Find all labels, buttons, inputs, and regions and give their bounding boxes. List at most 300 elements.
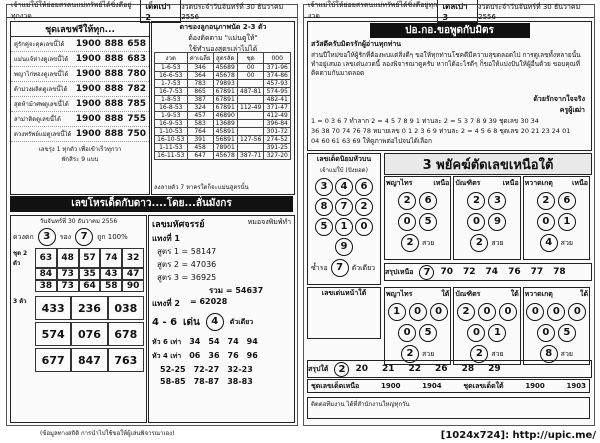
south-digit-circle: 1 bbox=[488, 324, 506, 342]
free-numbers-title: ชุดเลขฟรีให้ทุก... bbox=[11, 22, 149, 37]
top-circles bbox=[308, 175, 380, 259]
formula-cell: 647 bbox=[187, 152, 213, 160]
formula-cell: 487-81 bbox=[237, 88, 264, 96]
north-digit-circle: 1 bbox=[558, 213, 576, 231]
north-summary bbox=[384, 263, 592, 281]
north-number: 74 bbox=[485, 267, 499, 277]
horo-grid-row bbox=[13, 248, 144, 268]
north-column bbox=[523, 176, 590, 260]
lotto-label-1: ชุดเลขเด็ดเหนือ bbox=[311, 381, 360, 390]
pair-rows bbox=[149, 337, 294, 386]
digit-circle: 3 bbox=[315, 178, 333, 196]
horo-grid-cell: 32 bbox=[122, 248, 144, 268]
miracle-by: หมอจงพิมพ์ทำ bbox=[247, 218, 291, 226]
north-column bbox=[384, 176, 451, 260]
pair-value: หัว 4 เท่า bbox=[152, 352, 182, 360]
free-number-row bbox=[11, 67, 149, 82]
pair-value: 96 bbox=[246, 351, 258, 360]
free-number-label: พญาไก่ทองดูเลขนี้ได้ bbox=[14, 71, 69, 78]
top-circles-sub: เจ้าแม่ใบ้ (ปังยอด) bbox=[320, 167, 368, 174]
formula-cell: 371-47 bbox=[264, 104, 291, 112]
horo-three-cell: 574 bbox=[35, 322, 71, 346]
digit-circle: 5 bbox=[315, 218, 333, 236]
right-page bbox=[303, 1, 595, 426]
formula-cell: 56891 bbox=[213, 136, 237, 144]
north-single-circle: 4 bbox=[540, 234, 558, 252]
formula-row bbox=[155, 80, 291, 88]
miracle-formula: สูตร 2 = 47036 bbox=[157, 260, 217, 269]
south-column-name: หวาดเกตุ bbox=[524, 290, 553, 298]
south-summary-numbers bbox=[355, 364, 500, 374]
south-summary-label: สรุปใต้ bbox=[308, 364, 329, 373]
pair-value: 72-27 bbox=[193, 365, 220, 374]
formula-cell: 583 bbox=[187, 120, 213, 128]
formula-cell: 67891 bbox=[213, 96, 237, 104]
formula-table-box bbox=[151, 21, 295, 195]
horo-grid-cell: 63 bbox=[35, 248, 57, 268]
south-number: 26 bbox=[435, 364, 448, 374]
formula-cell: 364 bbox=[187, 72, 213, 80]
digit-circle: 0 bbox=[355, 218, 373, 236]
formula-header: งวด bbox=[155, 53, 188, 64]
formula-cell: 45678 bbox=[213, 72, 237, 80]
south-digit-circle: 0 bbox=[398, 324, 416, 342]
free-number-label: คู่รักคู่จะดุคเลขนี้ได้ bbox=[14, 41, 65, 48]
editor-title: ปอ.กอ.ขอพูดกับมิตร bbox=[370, 23, 530, 38]
horo-three-cell: 076 bbox=[71, 322, 107, 346]
formula-cell: 67891 bbox=[213, 104, 237, 112]
pair-value: 76 bbox=[227, 351, 239, 360]
formula-row bbox=[155, 144, 291, 152]
formula-cell: 346 bbox=[187, 64, 213, 72]
north-summary-label: สรุปเหนือ bbox=[385, 267, 414, 276]
horo-grid-row bbox=[13, 268, 144, 280]
formula-label-1: แทงที่ 1 bbox=[152, 234, 180, 243]
south-number: 21 bbox=[381, 364, 395, 374]
horo-circle-2-label: ถูก 100% bbox=[97, 232, 128, 241]
formula-table bbox=[154, 52, 291, 160]
formula-cell: 865 bbox=[187, 88, 213, 96]
horo-grid-cell: 74 bbox=[100, 248, 122, 268]
north-number: 76 bbox=[508, 267, 521, 277]
south-column-name: บัณฑิตร bbox=[455, 290, 481, 298]
formula-cell: 324 bbox=[187, 104, 213, 112]
horo-grid-cell: 58 bbox=[100, 280, 122, 292]
left-header bbox=[7, 1, 297, 22]
formula-row bbox=[155, 152, 291, 160]
south-columns bbox=[384, 287, 590, 357]
free-number-value: 785 bbox=[127, 99, 146, 109]
editor-paragraph: ส่วนปีใหม่ขอให้ผู้รักที่ต้องพบแต่สิ่งดีๆ ขอให้ทุกท่านโชคดีมีความสุขตลอดไป การดูเลขทั้งหลายนั้นทำอยู่เสมอ เลขเด่นงวดนี้ ลองพิจารณาดูครับ หากได้อะไรดีๆ ก็ขอให้แบ่งปันให้ผู้อื่นด้วย ขอบคุณที่ติดตามกันมาตลอด bbox=[311, 51, 581, 77]
north-digit-circle: 0 bbox=[467, 213, 485, 231]
south-single-circle: 8 bbox=[540, 345, 558, 363]
left-page bbox=[6, 1, 298, 426]
free-numbers-footer2: พักสิระ 9 แบบ bbox=[61, 156, 99, 163]
north-digit-circle: 2 bbox=[537, 192, 555, 210]
north-digit-circle: 9 bbox=[488, 213, 506, 231]
miracle-box bbox=[148, 215, 295, 423]
formula-cell bbox=[237, 120, 264, 128]
south-column-side: ใต้ bbox=[580, 290, 588, 298]
south-column-header bbox=[386, 289, 449, 300]
play-circle: 4 bbox=[206, 313, 224, 331]
free-number-value: 888 bbox=[104, 129, 124, 139]
formula-cell: 16-9-53 bbox=[155, 120, 188, 128]
formula-cell: 16-6-53 bbox=[155, 72, 188, 80]
horo-three-cell: 038 bbox=[108, 296, 144, 320]
formula-row bbox=[155, 96, 291, 104]
horo-three-row bbox=[13, 296, 144, 320]
formula-cell: 1-10-53 bbox=[155, 128, 188, 136]
south-digit-circle: 2 bbox=[457, 303, 475, 321]
horo-circle-row bbox=[11, 226, 146, 248]
south-column bbox=[453, 287, 520, 365]
left-page-label: เด็ดเปา 2 bbox=[140, 0, 181, 23]
horo-grid-cell: 38 bbox=[35, 280, 57, 292]
formula-cell: 396-84 bbox=[264, 120, 291, 128]
north-single-label: สวย bbox=[422, 238, 435, 247]
free-number-row bbox=[11, 127, 149, 142]
digit-circle: 4 bbox=[335, 178, 353, 196]
north-digit-circle: 6 bbox=[419, 192, 437, 210]
horo-three-label bbox=[13, 348, 35, 372]
left-date-line: งวดประจำวันจันทร์ที่ 30 ธันวาคม 2556 bbox=[181, 2, 284, 21]
free-number-value: 1900 bbox=[75, 39, 101, 49]
free-number-value: 1900 bbox=[75, 84, 101, 94]
formula-row bbox=[155, 64, 291, 72]
free-number-label: ดวงทรัพย์แม่ดูเลขนี้ได้ bbox=[14, 131, 72, 138]
lotto-row bbox=[307, 379, 590, 393]
north-digits-row-2 bbox=[386, 213, 449, 231]
play-row bbox=[149, 310, 294, 334]
formula-cell: 412-49 bbox=[264, 112, 291, 120]
formula-2-value: = 62028 bbox=[189, 297, 228, 306]
north-single-row bbox=[455, 234, 518, 252]
pair-value: 36 bbox=[208, 351, 220, 360]
free-number-row bbox=[11, 82, 149, 97]
formula-label-2: แทงที่ 2 bbox=[152, 299, 180, 308]
north-column-name: บัณฑิตร bbox=[455, 179, 481, 187]
zoned-tail: ตัวเดียว bbox=[351, 263, 376, 272]
north-number: 70 bbox=[440, 267, 454, 277]
north-column-name: พญาไทร bbox=[386, 179, 413, 187]
horo-three-label: 3 ตัว bbox=[13, 298, 27, 305]
formula-cell: 1-6-53 bbox=[155, 64, 188, 72]
digit-circle: 7 bbox=[335, 198, 353, 216]
formula-cell: 67891 bbox=[213, 88, 237, 96]
south-digit-circle: 1 bbox=[388, 303, 406, 321]
north-number: 72 bbox=[463, 267, 476, 277]
formula-cell: 1-11-53 bbox=[155, 144, 188, 152]
north-digits-row bbox=[525, 192, 588, 210]
horo-circle-1-label: รอง bbox=[59, 232, 72, 241]
north-column-side: เหนือ bbox=[433, 179, 450, 187]
formula-cell: 45678 bbox=[213, 152, 237, 160]
south-digits-row bbox=[455, 303, 518, 321]
free-number-value: 658 bbox=[127, 39, 146, 49]
north-digit-circle: 6 bbox=[558, 192, 576, 210]
horo-three-digit-grid bbox=[11, 292, 146, 374]
free-number-value: 780 bbox=[127, 69, 146, 79]
left-header-title: เจ้าแม่ใบ้ให้ย่อยสรตนแม่ทรัพย์ได้ซิ่งดีอยู่ทุกงวด bbox=[11, 1, 132, 20]
formula-cell: 374-86 bbox=[264, 72, 291, 80]
north-digit-circle: 0 bbox=[537, 213, 555, 231]
north-column-name: หวาดเกตุ bbox=[524, 179, 553, 187]
formula-cell: 371-96 bbox=[264, 64, 291, 72]
south-digits-row bbox=[386, 303, 449, 321]
formula-sub: ต้องติดตาม "แม่นดูให้" bbox=[188, 34, 258, 42]
free-number-label: ด้าม่วงผลิตดูเลขนี้ได้ bbox=[14, 86, 68, 93]
formula-cell: 16-10-53 bbox=[155, 136, 188, 144]
horo-grid-cell: 84 bbox=[35, 268, 57, 280]
right-date-line: งวดประจำวันจันทร์ที่ 30 ธันวาคม 2556 bbox=[478, 2, 581, 21]
top-circles-box bbox=[307, 153, 381, 285]
horo-circle-2: 7 bbox=[75, 228, 93, 246]
south-digit-circle: 5 bbox=[558, 324, 576, 342]
free-number-value: 888 bbox=[104, 84, 124, 94]
north-digit-circle: 5 bbox=[419, 213, 437, 231]
bottom-note: ติดต่อทีมงาน ได้ที่สำนักงานใหญ่ทุกวัน bbox=[307, 397, 590, 419]
formula-cell bbox=[237, 112, 264, 120]
formula-row bbox=[155, 88, 291, 96]
north-number: 77 bbox=[530, 267, 544, 277]
formula-cell: 16-8-53 bbox=[155, 104, 188, 112]
south-digit-circle: 0 bbox=[537, 324, 555, 342]
formula-cell: 457 bbox=[187, 112, 213, 120]
formula-cell bbox=[237, 128, 264, 136]
free-number-row bbox=[11, 37, 149, 52]
south-digit-circle: 0 bbox=[467, 324, 485, 342]
digit-circle: 1 bbox=[335, 218, 353, 236]
south-digit-circle: 0 bbox=[499, 303, 517, 321]
north-single-row bbox=[525, 234, 588, 252]
free-number-label: แม่นแจ้ห่างดูเลขนี้ได้ bbox=[14, 56, 69, 63]
free-number-value: 1900 bbox=[75, 129, 101, 139]
lotto-label-2: ชุดเลขเด็ดใต้ bbox=[463, 381, 504, 390]
formula-cell: 78901 bbox=[213, 144, 237, 152]
free-numbers-rows bbox=[11, 37, 149, 142]
horo-grid-row bbox=[13, 280, 144, 292]
formula-header: สูตรลัด bbox=[213, 53, 237, 64]
formula-cell: 79893 bbox=[213, 80, 237, 88]
south-summary-circle: 2 bbox=[334, 362, 349, 377]
formula-row bbox=[155, 112, 291, 120]
north-digit-circle: 2 bbox=[467, 192, 485, 210]
horo-grid-cell: 73 bbox=[57, 280, 79, 292]
south-column-side: ใต้ bbox=[441, 290, 450, 298]
pair-row bbox=[152, 337, 294, 348]
miracle-sum: รวม = 54637 bbox=[209, 286, 264, 295]
north-single-circle: 2 bbox=[470, 234, 488, 252]
south-summary bbox=[307, 360, 592, 378]
formula-row bbox=[155, 136, 291, 144]
pair-value: 34 bbox=[189, 337, 201, 346]
north-column-header bbox=[525, 178, 588, 189]
formula-cell: 16-11-53 bbox=[155, 152, 188, 160]
miracle-formula: สูตร 1 = 58147 bbox=[157, 247, 217, 256]
zoned-row bbox=[308, 259, 380, 277]
free-number-row bbox=[11, 97, 149, 112]
south-digit-circle: 5 bbox=[419, 324, 437, 342]
north-number: 78 bbox=[553, 267, 566, 277]
north-columns bbox=[384, 176, 590, 260]
north-digit-circle: 3 bbox=[488, 192, 506, 210]
south-single-label: สวย bbox=[560, 349, 573, 358]
horo-two-digit-grid bbox=[11, 248, 146, 292]
horo-three-row bbox=[13, 348, 144, 372]
tiger-title: 3 พยัคฆ์ตัดเลขเหนือใต้ bbox=[384, 153, 592, 175]
south-digits-row-2 bbox=[386, 324, 449, 342]
free-number-value: 888 bbox=[104, 39, 124, 49]
formula-cell: 1-7-53 bbox=[155, 80, 188, 88]
horo-grid-label bbox=[13, 268, 35, 280]
pair-value: 52-25 bbox=[160, 365, 186, 374]
horo-grid-cell: 73 bbox=[57, 268, 79, 280]
south-digit-circle: 0 bbox=[478, 303, 496, 321]
formula-cell: 45891 bbox=[213, 128, 237, 136]
free-number-value: 1900 bbox=[75, 99, 101, 109]
formula-cell bbox=[237, 96, 264, 104]
play-tail: ตัวเดียว bbox=[229, 317, 254, 326]
editor-digits-2: 36 38 70 74 76 78 หมายเลข 0 1 2 3 6 9 ท่านละ 2 = 4 5 6 8 ชุดเลข 20 21 23 24 01 bbox=[311, 127, 571, 135]
formula-cell: 458 bbox=[187, 144, 213, 152]
north-single-label: สวย bbox=[491, 238, 504, 247]
free-number-value: 782 bbox=[127, 84, 146, 94]
north-digits-row bbox=[386, 192, 449, 210]
lotto-row1-a: 1900 bbox=[380, 382, 401, 390]
formula-header: 000 bbox=[264, 53, 291, 64]
top-circles-title: เลขเด็ดนิยมหัวบน bbox=[316, 155, 372, 163]
north-summary-circle: 7 bbox=[419, 265, 434, 280]
formula-cell: 391-25 bbox=[264, 144, 291, 152]
formula-cell: 13689 bbox=[213, 120, 237, 128]
play-mid: เด่น bbox=[183, 316, 200, 328]
free-number-row bbox=[11, 112, 149, 127]
horo-grid-cell: 57 bbox=[79, 248, 101, 268]
formula-cell: 783 bbox=[187, 80, 213, 88]
horo-grid-label bbox=[13, 280, 35, 292]
formula-footer: ลงลายตัว 7 หาครใดก็จะแม่นสูตรนั้น bbox=[154, 184, 249, 191]
horo-three-label bbox=[13, 322, 35, 346]
formula-cell: 112-49 bbox=[237, 104, 264, 112]
horo-draw-label: ดวงตก bbox=[13, 232, 34, 241]
lotto-row1-b: 1904 bbox=[422, 382, 442, 390]
formula-header: ชุด bbox=[237, 53, 264, 64]
horo-grid-cell: 35 bbox=[79, 268, 101, 280]
formula-cell: 764 bbox=[187, 128, 213, 136]
horo-grid-box bbox=[10, 215, 147, 423]
pair-row bbox=[152, 377, 294, 386]
watermark: [1024x724]: http://upic.me/ bbox=[440, 430, 596, 441]
formula-cell: 127-56 bbox=[237, 136, 264, 144]
north-column bbox=[453, 176, 520, 260]
formula-row bbox=[155, 72, 291, 80]
pair-value: 54 bbox=[208, 337, 220, 346]
formula-cell: 482-41 bbox=[264, 96, 291, 104]
free-number-value: 1900 bbox=[75, 54, 101, 64]
editor-digits-3: 04 60 61 63 69 ให้ดูภาพต่อไปจนได้เลือก bbox=[311, 137, 432, 145]
formula-cell: 387 bbox=[187, 96, 213, 104]
free-number-value: 888 bbox=[104, 54, 124, 64]
horo-three-cell: 677 bbox=[35, 348, 71, 372]
formula-cell bbox=[237, 144, 264, 152]
page-footer: (ข้อมูลทางสถิติ การนำไปใช้ขอให้ผู้เล่นพิจารณาเอง) bbox=[40, 430, 175, 437]
south-number: 20 bbox=[355, 364, 368, 374]
formula-row bbox=[155, 120, 291, 128]
formula-cell: 391 bbox=[187, 136, 213, 144]
horo-three-cell: 678 bbox=[108, 322, 144, 346]
free-numbers-footer: เลขรุ่ง 1 ทุกตัว เพื่อเข้าเร็วทุกวา bbox=[38, 146, 122, 153]
pair-value: 58-85 bbox=[160, 377, 186, 386]
free-number-value: 683 bbox=[127, 54, 146, 64]
pair-value: 06 bbox=[189, 351, 201, 360]
south-digit-circle: 0 bbox=[526, 303, 544, 321]
horo-grid-cell: 90 bbox=[122, 280, 144, 292]
free-number-value: 755 bbox=[127, 114, 146, 124]
zoned-label: ซ้ำรอ bbox=[311, 263, 328, 272]
formula-cell: 301-72 bbox=[264, 128, 291, 136]
formula-cell: 00 bbox=[237, 64, 264, 72]
south-number: 22 bbox=[408, 364, 422, 374]
formula-sub2: ใช้ทำนองสูตรเล่าไม่ได้ bbox=[188, 45, 258, 53]
digit-circle: 6 bbox=[355, 178, 373, 196]
south-digit-circle: 0 bbox=[568, 303, 586, 321]
pair-row bbox=[152, 351, 294, 362]
south-single-circle: 2 bbox=[470, 345, 488, 363]
south-single-label: สวย bbox=[422, 349, 435, 358]
south-column bbox=[384, 287, 451, 365]
north-single-row bbox=[386, 234, 449, 252]
miracle-formulas bbox=[149, 245, 294, 284]
south-digit-circle: 0 bbox=[430, 303, 448, 321]
free-number-value: 888 bbox=[104, 69, 124, 79]
right-header bbox=[304, 1, 594, 22]
editor-subtitle: สวัสดีครับมิตรรักผู้อ่านทุกท่าน bbox=[311, 40, 402, 48]
pair-value: 78-87 bbox=[193, 377, 220, 386]
south-single-circle: 2 bbox=[401, 345, 419, 363]
free-numbers-box bbox=[10, 21, 150, 195]
right-header-title: เจ้าแม่ใบ้ให้ย่อยสรตนแม่ทรัพย์ได้ซิ่งดีอยู่ทุกงวด bbox=[308, 1, 438, 20]
south-digits-row bbox=[525, 303, 588, 321]
horo-three-row bbox=[13, 322, 144, 346]
formula-title: ตาของลูกอนุภาพนัด 2-3 ตัว bbox=[179, 23, 267, 31]
lotto-row2-b: 1903 bbox=[566, 382, 586, 390]
horo-banner: เลขโหรเด็ดกับดาว....โดย...ลั่นมังกร bbox=[10, 196, 293, 212]
north-digits-row-2 bbox=[455, 213, 518, 231]
pair-row bbox=[152, 365, 294, 374]
horo-circle-1: 3 bbox=[38, 228, 56, 246]
pair-value: หัว 6 เท่า bbox=[152, 338, 182, 346]
free-number-label: สุดห้าม้าศพดูเลขนี้ได้ bbox=[14, 101, 69, 108]
pair-value: 94 bbox=[246, 337, 258, 346]
formula-cell: 45689 bbox=[213, 64, 237, 72]
horo-grid-label: ชุด 2 ตัว bbox=[13, 250, 28, 267]
miracle-formula: สูตร 3 = 36925 bbox=[157, 273, 217, 282]
south-column bbox=[523, 287, 590, 365]
formula-row bbox=[155, 104, 291, 112]
horo-three-cell: 847 bbox=[71, 348, 107, 372]
north-column-side: เหนือ bbox=[502, 179, 519, 187]
formula-cell: 574-95 bbox=[264, 88, 291, 96]
south-single-label: สวย bbox=[491, 349, 504, 358]
south-number: 28 bbox=[461, 364, 475, 374]
north-single-label: สวย bbox=[560, 238, 573, 247]
south-digit-circle: 0 bbox=[547, 303, 565, 321]
editor-digits-1: 1 = 0 3 6 7 ทำลาก 2 = 4 5 7 8 9 1 ท่านละ 2 = 5 3 7 8 9 39 ชุดเลข 30 34 bbox=[311, 117, 539, 125]
formula-cell: 327-20 bbox=[264, 152, 291, 160]
free-number-value: 1900 bbox=[75, 114, 101, 124]
digit-circle: 2 bbox=[355, 198, 373, 216]
